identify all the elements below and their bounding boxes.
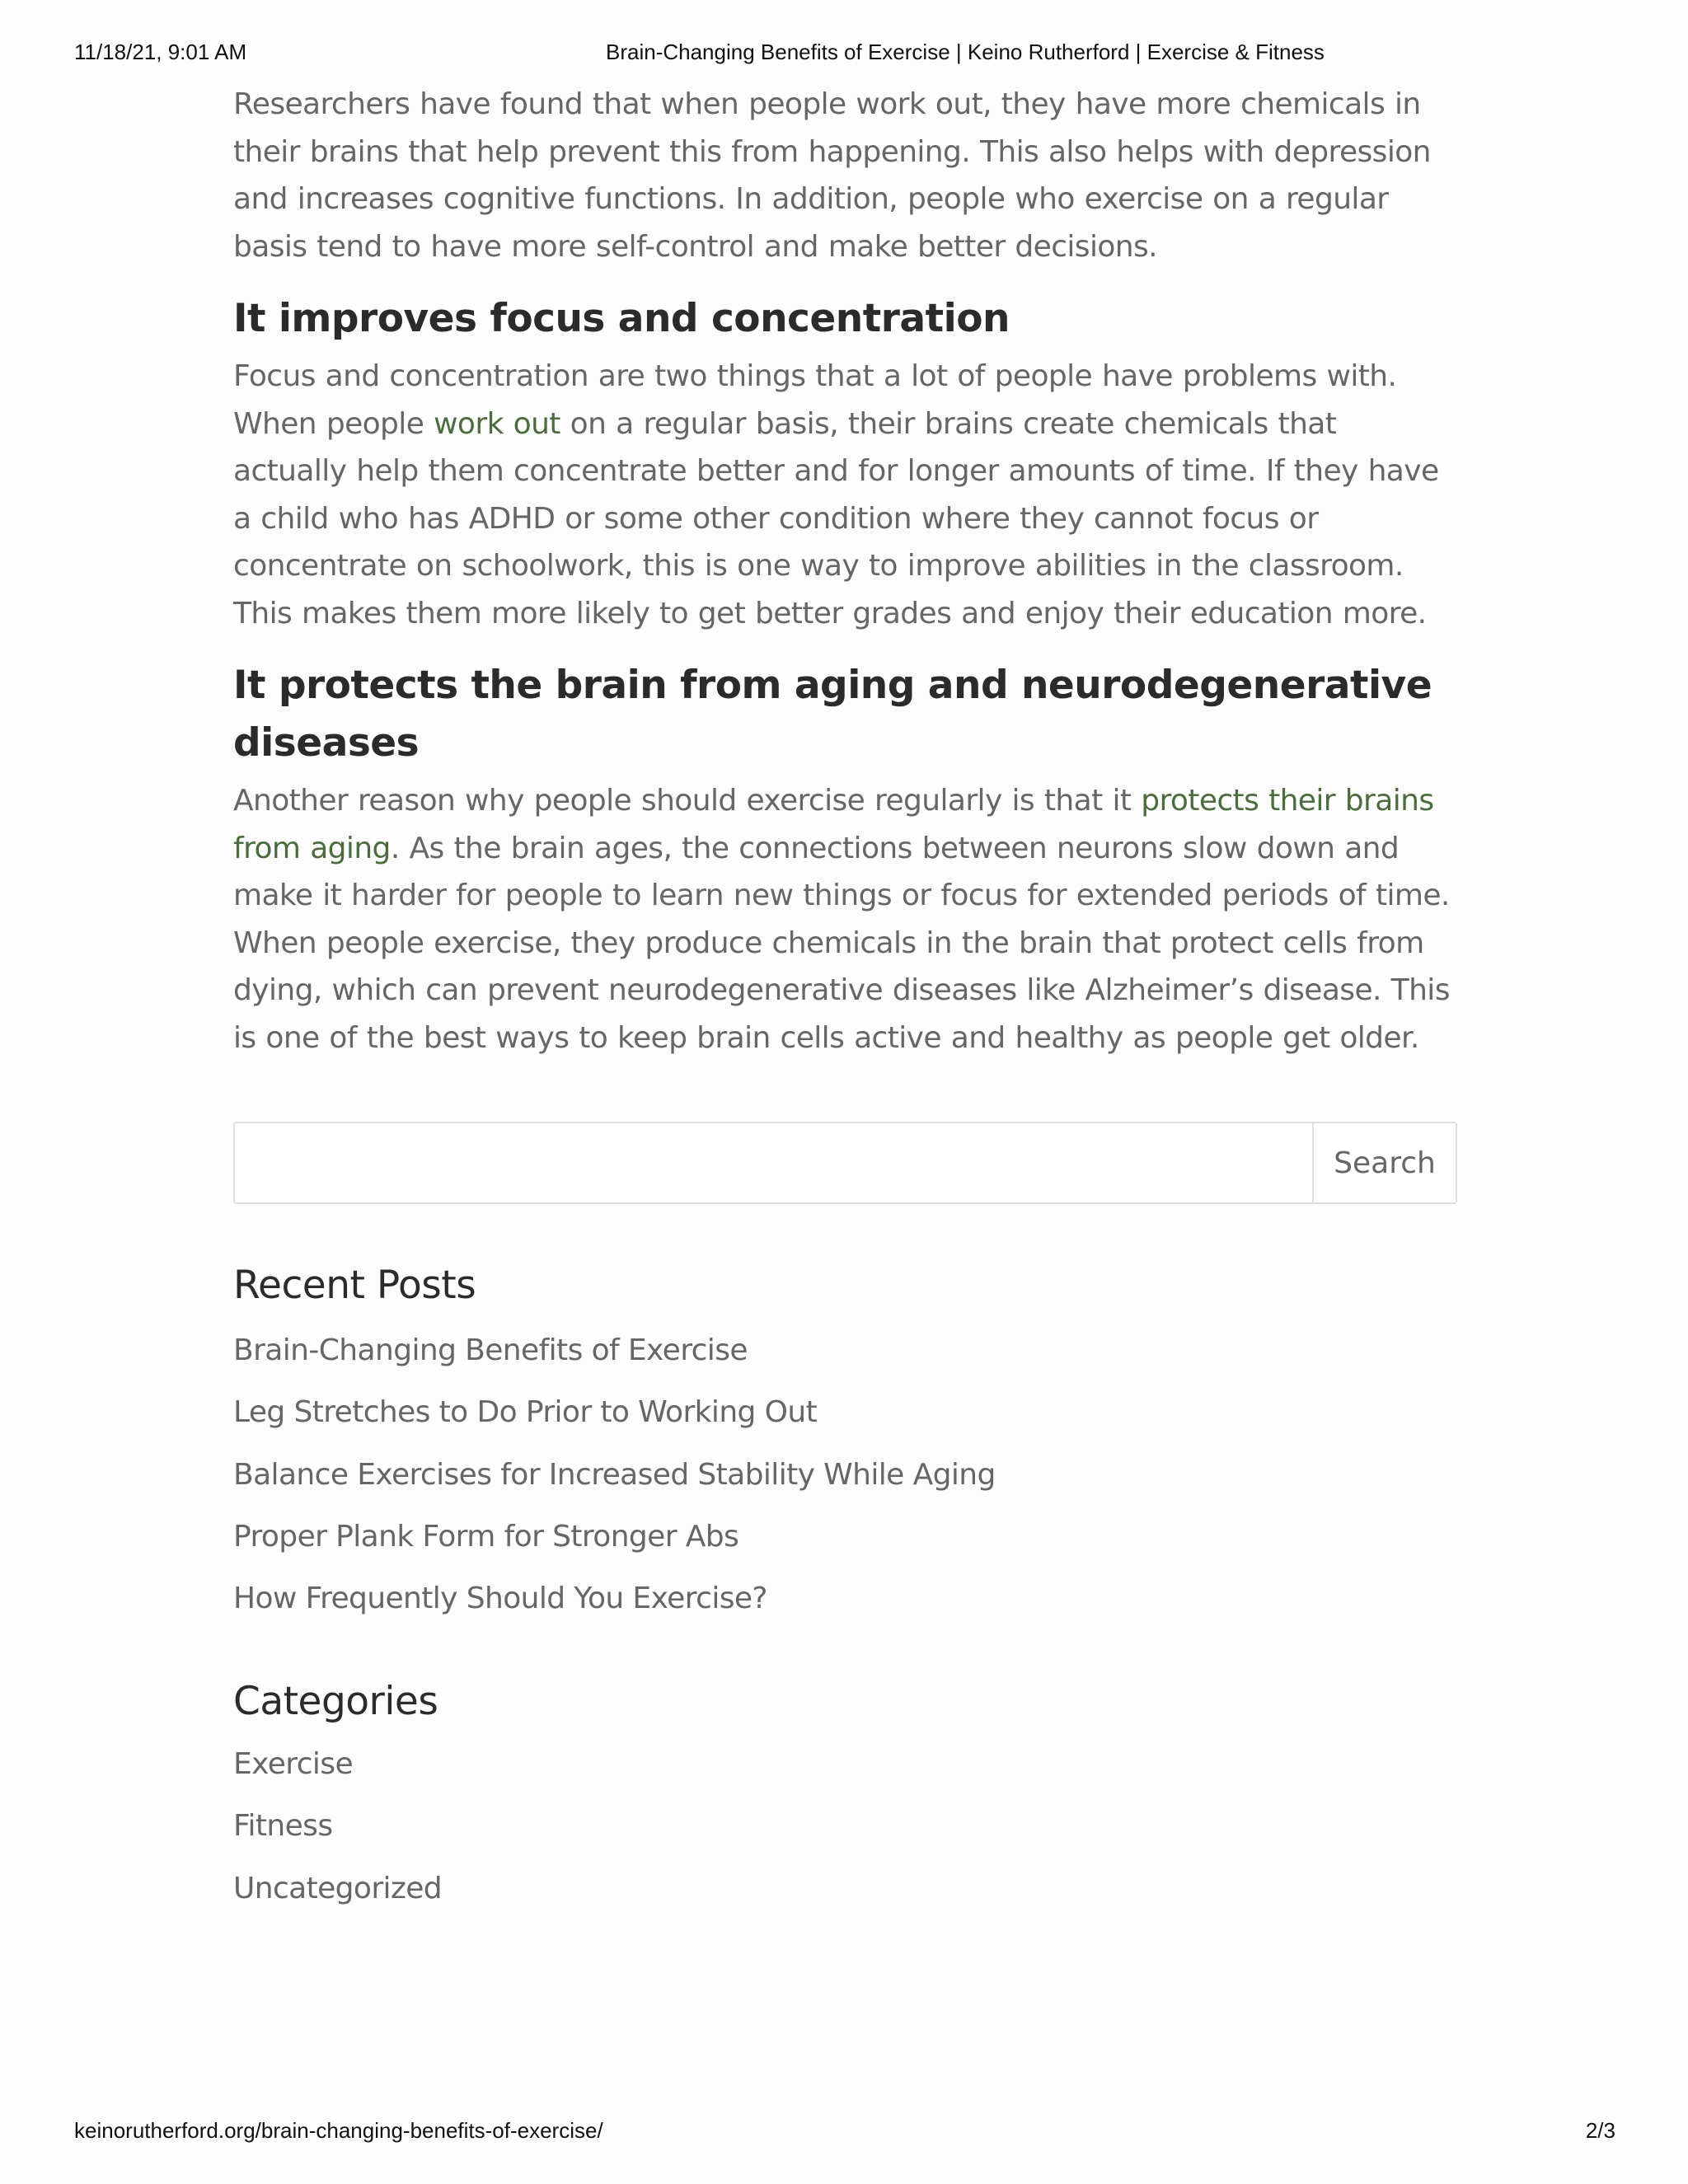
article-content xyxy=(233,81,1458,1062)
recent-post-item xyxy=(233,1444,1458,1506)
focus-text-before: Focus and concentration are two things that a lot of people have problems with. When people xyxy=(233,359,1397,441)
focus-text-after: on a regular basis, their brains create chemicals that actually help them concentrate better and for longer amounts of time. If they have a child who has ADHD or some other condition where they cannot focus or concentrate on schoolwork, this is one way to improve abilities in the classroom. This makes them more likely to get better grades and enjoy their education more. xyxy=(233,406,1439,630)
categories-title: Categories xyxy=(233,1679,438,1724)
categories-widget xyxy=(233,1675,1458,1919)
aging-text-before: Another reason why people should exercise regularly is that it xyxy=(233,784,1142,818)
category-link-uncategorized[interactable]: Uncategorized xyxy=(233,1871,443,1905)
recent-post-item xyxy=(233,1319,1458,1381)
print-page-number: 2/3 xyxy=(1585,2118,1615,2143)
print-page-title: Brain-Changing Benefits of Exercise | Keino Rutherford | Exercise & Fitness xyxy=(606,40,1325,64)
section-heading-aging: It protects the brain from aging and neurodegenerative diseases xyxy=(233,663,1432,766)
print-date: 11/18/21, 9:01 AM xyxy=(74,40,247,64)
recent-posts-title: Recent Posts xyxy=(233,1263,476,1308)
category-link-exercise[interactable]: Exercise xyxy=(233,1747,354,1781)
work-out-link[interactable]: work out xyxy=(434,406,560,441)
recent-post-item xyxy=(233,1506,1458,1568)
print-header xyxy=(0,40,1688,68)
recent-post-link[interactable]: How Frequently Should You Exercise? xyxy=(233,1582,767,1616)
category-item xyxy=(233,1795,1458,1857)
recent-post-link[interactable]: Brain-Changing Benefits of Exercise xyxy=(233,1333,748,1367)
categories-list xyxy=(233,1733,1458,1919)
focus-paragraph xyxy=(233,353,1458,637)
category-link-fitness[interactable]: Fitness xyxy=(233,1809,333,1844)
intro-paragraph: Researchers have found that when people work out, they have more chemicals in their brains that help prevent this from happening. This also helps with depression and increases cognitive functions. In addition, people who exercise on a regular basis tend to have more self-control and make better decisions. xyxy=(233,87,1431,264)
category-item xyxy=(233,1733,1458,1795)
print-url: keinorutherford.org/brain-changing-benefits-of-exercise/ xyxy=(74,2118,603,2143)
aging-paragraph xyxy=(233,777,1458,1062)
aging-text-after: . As the brain ages, the connections between neurons slow down and make it harder for people to learn new things or focus for extended periods of time. When people exercise, they produce chemicals in the brain that protect cells from dying, which can prevent neurodegenerative diseases like Alzheimer’s disease. This is one of the best ways to keep brain cells active and healthy as people get older. xyxy=(233,831,1450,1055)
category-item xyxy=(233,1858,1458,1919)
recent-post-item xyxy=(233,1568,1458,1629)
recent-post-link[interactable]: Proper Plank Form for Stronger Abs xyxy=(233,1519,739,1554)
protects-brain-link[interactable]: protects their brains from aging xyxy=(233,784,1434,865)
search-form xyxy=(233,1122,1457,1204)
recent-posts-list xyxy=(233,1319,1458,1629)
search-button[interactable]: Search xyxy=(1312,1123,1456,1202)
recent-posts-widget xyxy=(233,1258,1458,1629)
search-input[interactable] xyxy=(235,1123,1312,1202)
section-heading-focus: It improves focus and concentration xyxy=(233,296,1010,341)
recent-post-link[interactable]: Leg Stretches to Do Prior to Working Out xyxy=(233,1395,818,1430)
recent-post-item xyxy=(233,1381,1458,1443)
recent-post-link[interactable]: Balance Exercises for Increased Stability While Aging xyxy=(233,1457,996,1492)
print-footer xyxy=(0,2118,1688,2146)
